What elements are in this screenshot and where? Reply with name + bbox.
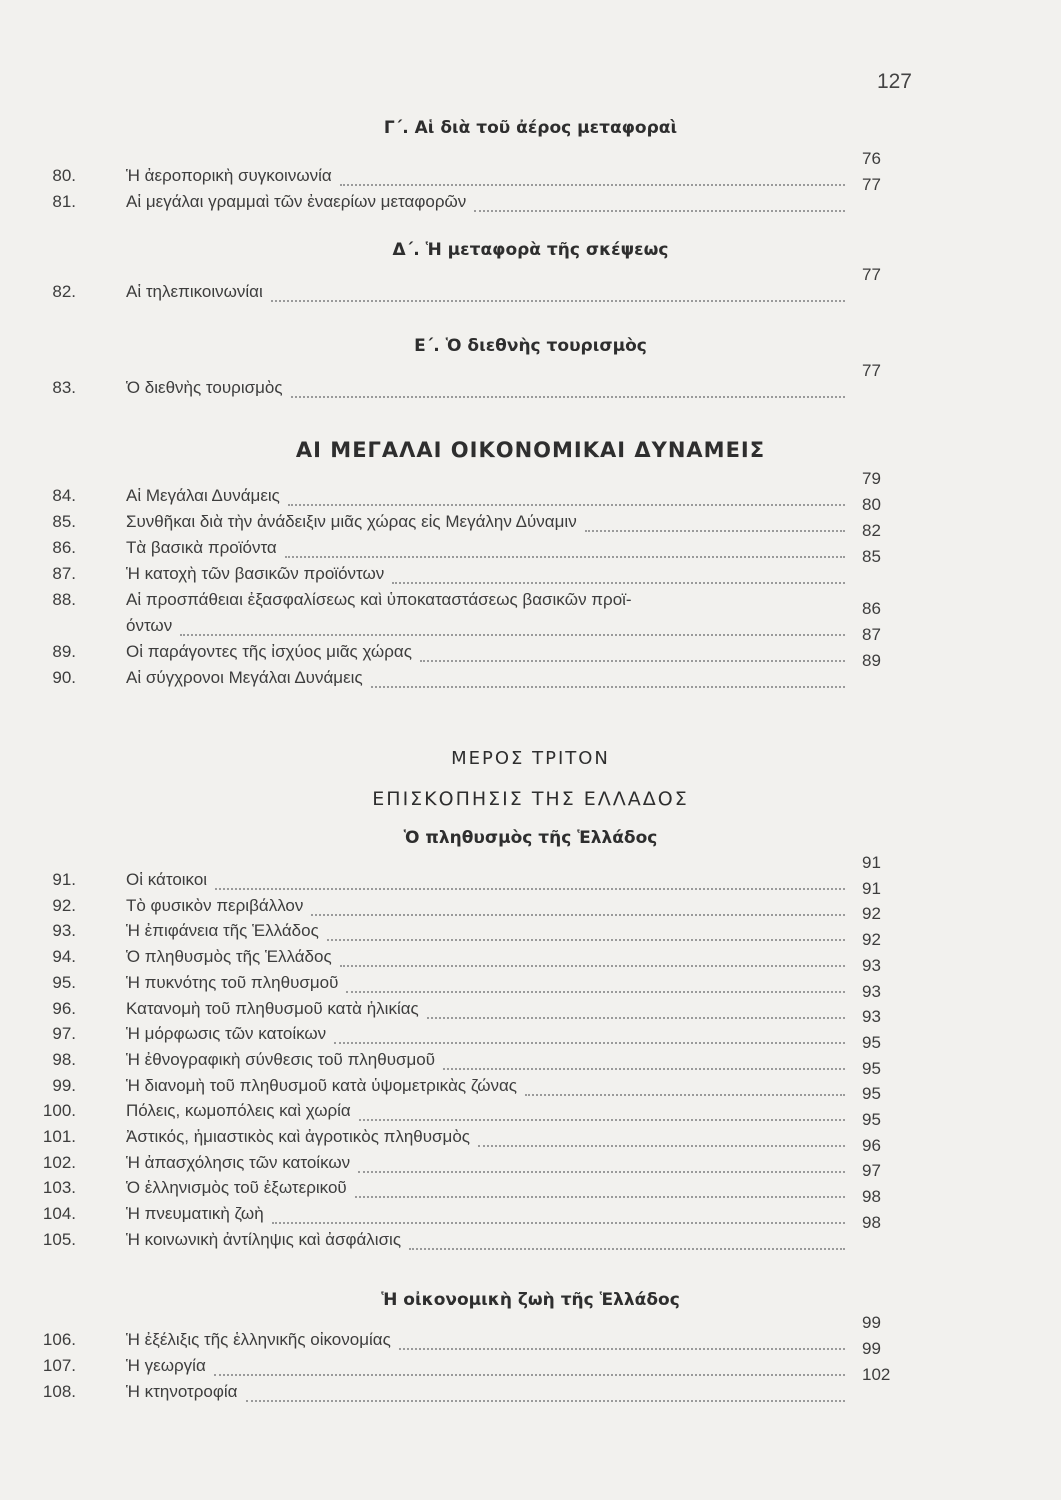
entry-number: 95. <box>52 972 76 992</box>
entry-page-number: 89 <box>862 651 881 670</box>
toc-entry <box>10 1050 1010 1074</box>
entry-number: 102. <box>42 1152 76 1172</box>
toc-entry <box>10 1153 1010 1177</box>
entry-page-number: 76 <box>862 149 881 168</box>
entry-page-number: 87 <box>862 625 881 644</box>
entry-number: 98. <box>52 1049 76 1069</box>
entry-page-number: 91 <box>862 878 881 898</box>
dot-leader <box>409 1248 845 1250</box>
toc-entry <box>10 590 1010 614</box>
entry-title: Ἡ ἐπιφάνεια τῆς Ἑλλάδος <box>126 921 319 941</box>
entry-title: Αἱ σύγχρονοι Μεγάλαι Δυνάμεις <box>126 668 363 687</box>
section-heading: Γ΄. Αἱ διὰ τοῦ ἀέρος μεταφοραὶ <box>383 118 678 138</box>
entry-title: Ἡ ἐξέλιξις τῆς ἑλληνικῆς οἰκονομίας <box>126 1330 391 1349</box>
entry-title: Ἡ ἀπασχόλησις τῶν κατοίκων <box>126 1152 351 1172</box>
entry-page-number: 102 <box>862 1365 891 1384</box>
entry-title: Ἡ ἐθνογραφικὴ σύνθεσις τοῦ πληθυσμοῦ <box>126 1049 436 1069</box>
entry-number: 92. <box>52 895 76 915</box>
dot-leader <box>291 396 845 398</box>
entry-number: 104. <box>42 1204 76 1224</box>
entry-title: Αἱ Μεγάλαι Δυνάμεις <box>126 486 280 505</box>
toc-entry <box>10 1230 1010 1254</box>
toc-entry <box>10 921 1010 945</box>
dot-leader <box>346 991 845 993</box>
entry-page-number: 77 <box>862 175 881 194</box>
dot-leader <box>340 184 845 186</box>
toc-entry <box>10 1024 1010 1048</box>
entry-title: Πόλεις, κωμοπόλεις καὶ χωρία <box>126 1101 351 1121</box>
toc-entry <box>10 1204 1010 1228</box>
dot-leader <box>525 1094 845 1096</box>
entry-title: Οἱ κάτοικοι <box>126 870 208 889</box>
toc-entry <box>10 896 1010 920</box>
entry-title: Ὁ ἑλληνισμὸς τοῦ ἐξωτερικοῦ <box>126 1178 347 1198</box>
entry-page-number: 95 <box>862 1110 881 1129</box>
dot-leader <box>311 914 845 916</box>
entry-title: Αἱ μεγάλαι γραμμαὶ τῶν ἐναερίων μεταφορῶν <box>126 192 467 211</box>
section-heading: Δ΄. Ἡ μεταφορὰ τῆς σκέψεως <box>392 240 669 260</box>
toc-entry <box>10 973 1010 997</box>
entry-number: 101. <box>42 1127 76 1146</box>
entry-number: 99. <box>52 1075 76 1095</box>
entry-title: Τὸ φυσικὸν περιβάλλον <box>126 895 304 915</box>
toc-entry <box>10 166 1010 190</box>
entry-page-number: 95 <box>862 1084 881 1104</box>
toc-entry-continuation <box>10 616 1010 640</box>
toc-entry <box>10 192 1010 216</box>
dot-leader <box>474 210 845 212</box>
entry-number: 100. <box>42 1101 76 1121</box>
entry-page-number: 93 <box>862 981 881 1001</box>
dot-leader <box>585 530 845 532</box>
entry-title: Ἡ ἀεροπορικὴ συγκοινωνία <box>126 166 332 185</box>
dot-leader <box>285 556 845 558</box>
entry-title: Ἡ γεωργία <box>126 1356 206 1375</box>
dot-leader <box>288 504 845 506</box>
entry-number: 83. <box>52 378 76 397</box>
dot-leader <box>420 660 845 662</box>
dot-leader <box>392 582 845 584</box>
entry-title: Ἡ διανομὴ τοῦ πληθυσμοῦ κατὰ ὑψομετρικὰς ζώνας <box>126 1075 517 1095</box>
entry-page-number: 93 <box>862 955 881 975</box>
entry-page-number: 80 <box>862 495 881 514</box>
entry-page-number: 99 <box>862 1339 881 1358</box>
dot-leader <box>215 888 845 890</box>
entry-title: Ἡ πνευματικὴ ζωὴ <box>126 1204 264 1224</box>
toc-entry <box>10 999 1010 1023</box>
entry-number: 106. <box>42 1330 76 1349</box>
entry-title: Οἱ παράγοντες τῆς ἰσχύος μιᾶς χώρας <box>126 642 412 661</box>
entry-number: 80. <box>52 166 76 185</box>
entry-title: Ὁ διεθνὴς τουρισμὸς <box>126 378 283 397</box>
entry-number: 105. <box>42 1229 76 1249</box>
toc-entry <box>10 1127 1010 1151</box>
toc-entry <box>10 1076 1010 1100</box>
entry-title: Ἡ μόρφωσις τῶν κατοίκων <box>126 1024 327 1044</box>
entry-title: Τὰ βασικὰ προϊόντα <box>126 538 277 557</box>
toc-entry <box>10 1101 1010 1125</box>
entry-page-number: 86 <box>862 599 881 618</box>
entry-number: 108. <box>42 1382 76 1401</box>
entry-page-number: 95 <box>862 1032 881 1052</box>
dot-leader <box>371 686 845 688</box>
part-label: ΜΕΡΟΣ ΤΡΙΤΟΝ <box>451 748 610 769</box>
entry-page-number: 92 <box>862 930 881 950</box>
dot-leader <box>340 965 845 967</box>
entry-number: 89. <box>52 642 76 661</box>
entry-number: 85. <box>52 512 76 531</box>
entry-number: 94. <box>52 947 76 967</box>
entry-page-number: 79 <box>862 469 881 488</box>
dot-leader <box>334 1042 845 1044</box>
entry-number: 93. <box>52 921 76 941</box>
entry-page-number: 82 <box>862 521 881 540</box>
entry-number: 91. <box>52 870 76 889</box>
dot-leader <box>246 1400 845 1402</box>
entry-number: 88. <box>52 590 76 609</box>
section-heading: Ε΄. Ὁ διεθνὴς τουρισμὸς <box>414 336 647 356</box>
entry-title: Ἡ πυκνότης τοῦ πληθυσμοῦ <box>126 972 339 992</box>
dot-leader <box>478 1145 845 1147</box>
entry-page-number: 99 <box>862 1313 881 1332</box>
entry-page-number: 98 <box>862 1212 881 1232</box>
dot-leader <box>214 1374 845 1376</box>
entry-page-number: 77 <box>862 361 881 380</box>
toc-entry <box>10 870 1010 894</box>
dot-leader <box>180 634 845 636</box>
toc-entry <box>10 1382 1010 1406</box>
dot-leader <box>358 1171 845 1173</box>
entry-page-number: 98 <box>862 1187 881 1207</box>
entry-title-continuation: όντων <box>126 616 173 635</box>
entry-title: Συνθῆκαι διὰ τὴν ἀνάδειξιν μιᾶς χώρας εἰς Μεγάλην Δύναμιν <box>126 512 577 531</box>
entry-title: Ὁ πληθυσμὸς τῆς Ἑλλάδος <box>126 947 332 967</box>
section-heading: Ἡ οἰκονομικὴ ζωὴ τῆς Ἑλλάδος <box>381 1290 680 1310</box>
entry-number: 90. <box>52 668 76 687</box>
section-heading: ΑΙ ΜΕΓΑΛΑΙ ΟΙΚΟΝΟΜΙΚΑΙ ΔΥΝΑΜΕΙΣ <box>295 438 766 462</box>
toc-entry <box>10 642 1010 666</box>
page-number: 127 <box>876 70 912 93</box>
dot-leader <box>443 1068 845 1070</box>
entry-title: Κατανομὴ τοῦ πληθυσμοῦ κατὰ ἡλικίας <box>126 998 419 1018</box>
dot-leader <box>359 1119 845 1121</box>
toc-entry <box>10 564 1010 588</box>
entry-number: 97. <box>52 1024 76 1044</box>
toc-entry <box>10 538 1010 562</box>
entry-page-number: 77 <box>862 265 881 284</box>
dot-leader <box>272 1222 845 1224</box>
section-heading: Ὁ πληθυσμὸς τῆς Ἑλλάδος <box>403 828 658 848</box>
entry-number: 107. <box>42 1356 76 1375</box>
entry-number: 103. <box>42 1178 76 1198</box>
entry-number: 81. <box>52 192 76 211</box>
entry-page-number: 93 <box>862 1007 881 1027</box>
toc-entry <box>10 1178 1010 1202</box>
entry-title: Ἡ κοινωνικὴ ἀντίληψις καὶ ἀσφάλισις <box>126 1229 402 1249</box>
entry-page-number: 92 <box>862 904 881 924</box>
dot-leader <box>327 939 845 941</box>
entry-title: Ἡ κτηνοτροφία <box>126 1382 238 1401</box>
entry-number: 87. <box>52 564 76 583</box>
toc-entry <box>10 378 1010 402</box>
entry-page-number: 85 <box>862 547 881 566</box>
dot-leader <box>427 1017 845 1019</box>
dot-leader <box>355 1196 845 1198</box>
toc-entry <box>10 282 1010 306</box>
entry-page-number: 95 <box>862 1058 881 1078</box>
entry-page-number: 96 <box>862 1135 881 1155</box>
toc-entry <box>10 1330 1010 1354</box>
toc-entry <box>10 668 1010 692</box>
entry-number: 86. <box>52 538 76 557</box>
entry-number: 96. <box>52 998 76 1018</box>
part-title: ΕΠΙΣΚΟΠΗΣΙΣ ΤΗΣ ΕΛΛΑΔΟΣ <box>372 788 689 810</box>
toc-entry <box>10 1356 1010 1380</box>
entry-number: 82. <box>52 282 76 301</box>
toc-entry <box>10 486 1010 510</box>
dot-leader <box>271 300 845 302</box>
toc-entry <box>10 947 1010 971</box>
entry-title: Ἡ κατοχὴ τῶν βασικῶν προϊόντων <box>126 564 385 583</box>
entry-number: 84. <box>52 486 76 505</box>
entry-page-number: 91 <box>862 853 881 872</box>
entry-title: Αἱ προσπάθειαι ἐξασφαλίσεως καὶ ὑποκαταστάσεως βασικῶν προϊ- <box>126 590 632 609</box>
dot-leader <box>399 1348 845 1350</box>
entry-title: Αἱ τηλεπικοινωνίαι <box>126 282 263 301</box>
entry-page-number: 97 <box>862 1161 881 1181</box>
toc-entry <box>10 512 1010 536</box>
entry-title: Ἀστικός, ἡμιαστικὸς καὶ ἀγροτικὸς πληθυσμὸς <box>126 1127 470 1146</box>
